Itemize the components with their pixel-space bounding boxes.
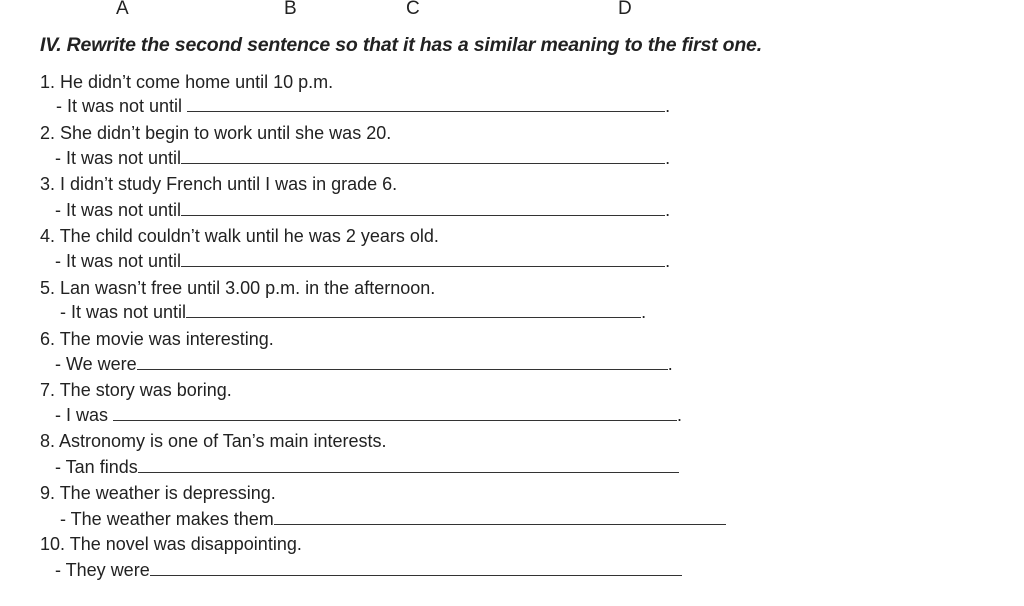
item-6-answer-blank[interactable] <box>137 353 668 370</box>
item-1-end-mark: . <box>665 96 671 116</box>
item-10-answer-line <box>55 559 682 581</box>
item-4-answer-blank[interactable] <box>181 250 665 267</box>
item-10-answer-blank[interactable] <box>150 559 682 576</box>
item-5-end-mark: . <box>641 302 647 322</box>
item-10-answer-prefix: - They were <box>55 560 150 580</box>
item-3-answer-prefix: - It was not until <box>55 200 182 220</box>
item-2-end-mark: . <box>665 148 671 168</box>
item-9-prompt: 9. The weather is depressing. <box>40 483 276 503</box>
column-letter-a: A <box>116 0 129 19</box>
exercise-instruction: IV. Rewrite the second sentence so that it has a similar meaning to the first one. <box>40 34 762 56</box>
item-7-end-mark: . <box>677 405 683 425</box>
column-letter-d: D <box>618 0 632 19</box>
item-5-answer-blank[interactable] <box>186 301 641 318</box>
item-5-prompt: 5. Lan wasn’t free until 3.00 p.m. in the afternoon. <box>40 278 436 298</box>
item-6-answer-line <box>55 353 673 375</box>
item-7-answer-prefix: - I was <box>55 405 114 425</box>
item-1-prompt: 1. He didn’t come home until 10 p.m. <box>40 72 334 92</box>
item-3-end-mark: . <box>665 200 671 220</box>
item-3-answer-blank[interactable] <box>181 199 665 216</box>
item-3-answer-line <box>55 199 670 221</box>
item-8-answer-blank[interactable] <box>138 456 679 473</box>
item-8-answer-prefix: - Tan finds <box>55 457 138 477</box>
item-4-prompt: 4. The child couldn’t walk until he was 2 years old. <box>40 226 439 246</box>
item-9-answer-prefix: - The weather makes them <box>60 509 274 529</box>
column-letter-c: C <box>406 0 420 19</box>
item-4-answer-line <box>55 250 670 272</box>
item-3-prompt: 3. I didn’t study French until I was in grade 6. <box>40 174 398 194</box>
item-2-answer-line <box>55 147 670 169</box>
item-4-end-mark: . <box>665 251 671 271</box>
item-1-answer-prefix: - It was not until <box>56 96 188 116</box>
item-8-prompt: 8. Astronomy is one of Tan’s main interests. <box>40 431 387 451</box>
item-2-prompt: 2. She didn’t begin to work until she was 20. <box>40 123 392 143</box>
item-9-answer-blank[interactable] <box>274 508 726 525</box>
item-7-answer-line <box>55 404 682 426</box>
item-4-answer-prefix: - It was not until <box>55 251 182 271</box>
item-7-answer-blank[interactable] <box>113 404 677 421</box>
item-2-answer-prefix: - It was not until <box>55 148 182 168</box>
item-5-answer-line <box>60 301 646 323</box>
item-6-answer-prefix: - We were <box>55 354 137 374</box>
item-9-answer-line <box>60 508 726 530</box>
item-1-answer-line <box>56 95 670 117</box>
item-1-answer-blank[interactable] <box>187 95 665 112</box>
item-8-answer-line <box>55 456 679 478</box>
item-6-end-mark: . <box>667 354 673 374</box>
column-letter-b: B <box>284 0 297 19</box>
item-5-answer-prefix: - It was not until <box>60 302 187 322</box>
item-6-prompt: 6. The movie was interesting. <box>40 329 274 349</box>
item-2-answer-blank[interactable] <box>181 147 665 164</box>
item-7-prompt: 7. The story was boring. <box>40 380 232 400</box>
item-10-prompt: 10. The novel was disappointing. <box>40 534 302 554</box>
